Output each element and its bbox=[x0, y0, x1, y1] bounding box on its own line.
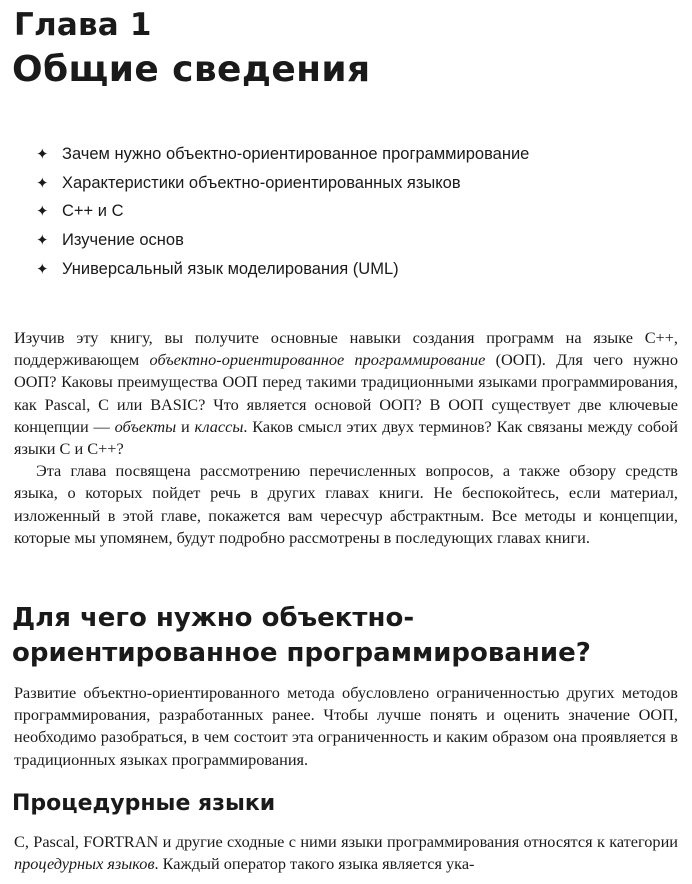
list-item bbox=[36, 255, 529, 284]
emphasis-term: объекты bbox=[114, 416, 177, 436]
subsection-text bbox=[14, 831, 678, 875]
star-bullet-icon: ✦ bbox=[36, 260, 49, 278]
intro-paragraph-1: Изучив эту книгу, вы получите основные навыки создания программ на языке C++, поддерживающем объектно-ориентированное программирование (ООП). Для чего нужно ООП? Каковы преимущества ООП перед такими традиционными языками программирования, как Pascal, C или BASIC? Что является основой ООП? В ООП существует две ключевые концепции — объекты и классы. Каков смысл этих двух терминов? Как связаны между собой языки C и C++? bbox=[14, 328, 679, 459]
section-paragraph-1: Развитие объектно-ориентированного метода обусловлено ограниченностью других методов программирования, разработанных ранее. Чтобы лучше понять и оценить значение ООП, необходимо разобраться, в чем состоит эта ограниченность и каким образом она проявляется в традиционных языках программирования. bbox=[14, 683, 678, 769]
list-item bbox=[36, 140, 529, 169]
chapter-topics-list bbox=[36, 140, 529, 283]
chapter-title: Общие сведения bbox=[12, 49, 371, 90]
star-bullet-icon: ✦ bbox=[36, 146, 49, 163]
topic-text: C++ и C bbox=[62, 202, 124, 221]
subsection-heading: Процедурные языки bbox=[12, 791, 276, 816]
emphasis-term: процедурных языков bbox=[14, 854, 155, 874]
topic-text: Характеристики объектно-ориентированных языков bbox=[62, 173, 461, 192]
star-bullet-icon: ✦ bbox=[36, 174, 49, 192]
section-text bbox=[14, 682, 678, 771]
list-item bbox=[36, 169, 529, 198]
emphasis-term: объектно-ориентированное программирование bbox=[149, 350, 486, 370]
intro-paragraph-2: Эта глава посвящена рассмотрению перечисленных вопросов, а также обзору средств языка, о которых пойдет речь в других главах книги. Не беспокойтесь, если материал, изложенный в этой главе, покажется вам чересчур абстрактным. Все методы и концепции, которые мы упомянем, будут подробно рассмотрены в последующих главах книги. bbox=[14, 461, 678, 547]
star-bullet-icon: ✦ bbox=[36, 203, 49, 221]
topic-text: Изучение основ bbox=[62, 231, 184, 250]
emphasis-term: классы bbox=[194, 416, 244, 436]
list-item bbox=[36, 226, 529, 255]
topic-text: Зачем нужно объектно-ориентированное программирование bbox=[62, 145, 530, 163]
topic-text: Универсальный язык моделирования (UML) bbox=[62, 259, 399, 278]
star-bullet-icon: ✦ bbox=[36, 232, 49, 250]
chapter-label: Глава 1 bbox=[14, 7, 152, 43]
intro-text bbox=[14, 327, 678, 549]
list-item bbox=[36, 197, 529, 226]
section-heading: Для чего нужно объектно- ориентированное программирование? bbox=[12, 603, 591, 668]
subsection-paragraph-1: C, Pascal, FORTRAN и другие сходные с ними языки программирования относятся к категории процедурных языков. Каждый оператор такого языка является ука- bbox=[14, 832, 678, 874]
